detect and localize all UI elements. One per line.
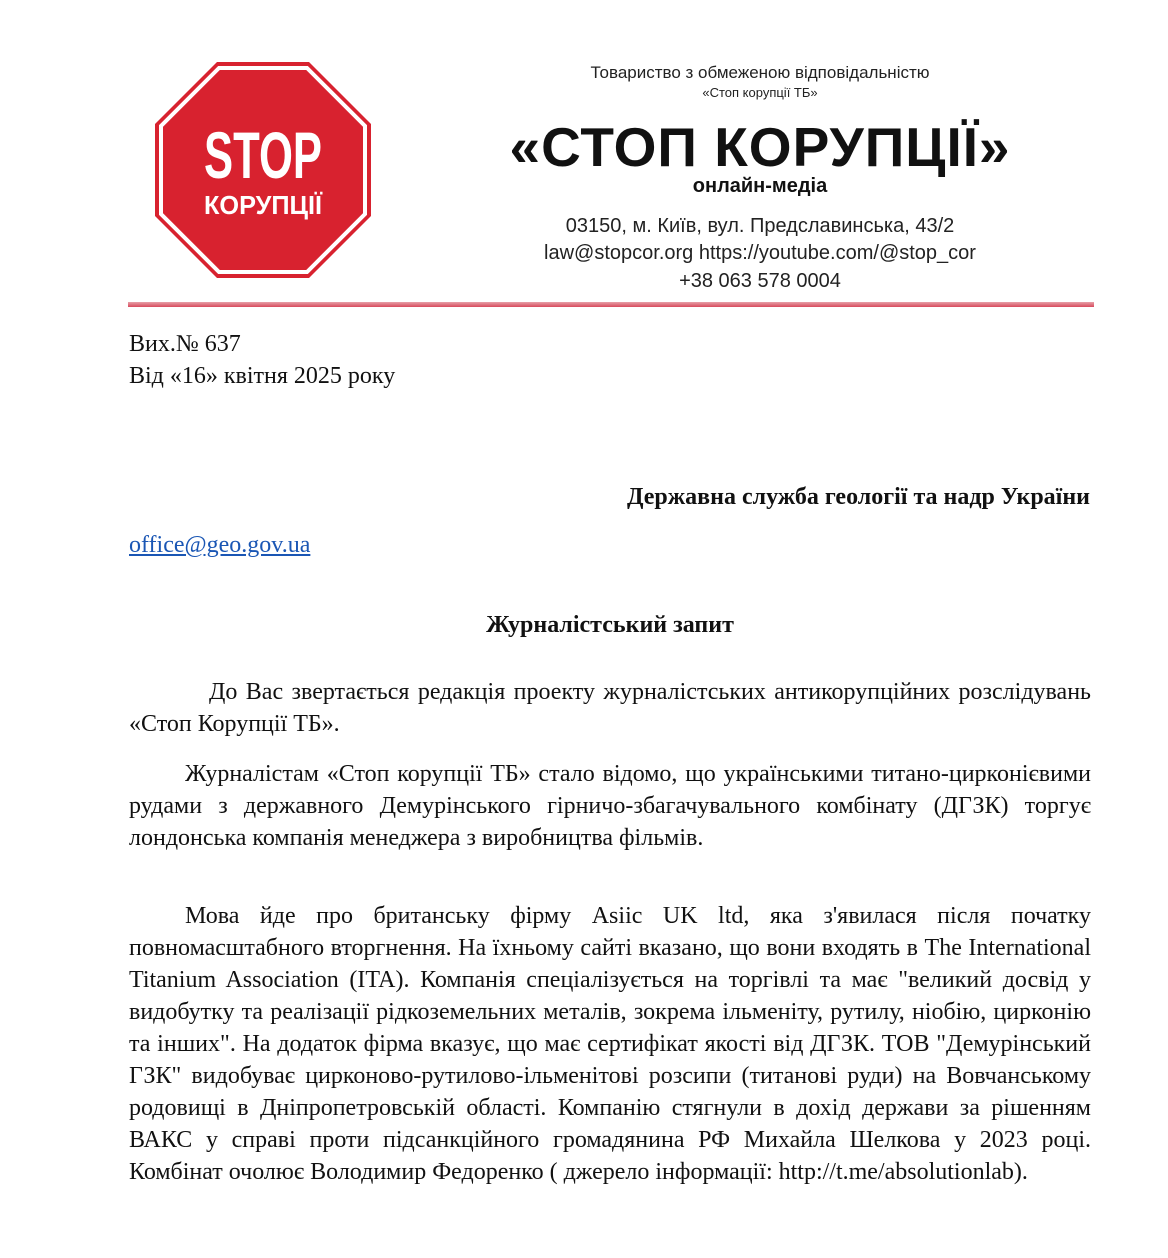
- org-legal-name: «Стоп корупції ТБ»: [702, 85, 818, 100]
- recipient-email-link[interactable]: office@geo.gov.ua: [129, 532, 311, 558]
- org-address: 03150, м. Київ, вул. Предславинська, 43/2: [565, 215, 955, 237]
- org-legal-form: Товариство з обмеженою відповідальністю: [590, 63, 930, 82]
- recipient: Державна служба геології та надр України: [626, 484, 1090, 510]
- stop-corruption-logo: [153, 60, 373, 280]
- corruption-word: КОРУПЦІЇ: [204, 190, 323, 220]
- stop-word: STOP: [204, 118, 322, 192]
- org-phone: +38 063 578 0004: [679, 270, 841, 292]
- org-contacts[interactable]: law@stopcor.org https://youtube.com/@stop_cor: [544, 242, 976, 264]
- paragraph-intro: До Вас звертається редакція проекту журналістських антикорупційних розслідувань «Стоп Корупції ТБ».: [129, 679, 1091, 737]
- outgoing-number: Вих.№ 637: [129, 331, 241, 357]
- paragraph-claim: Журналістам «Стоп корупції ТБ» стало відомо, що українськими титано-цирконієвими рудами з державного Демурінського гірничо-збагачувального комбінату (ДГЗК) торгує лондонська компанія менеджера з виробництва фільмів.: [129, 761, 1091, 851]
- paragraph-details: Мова йде про британську фірму Asiic UK ltd, яка з'явилася після початку повномасштабного вторгнення. На їхньому сайті вказано, що вони входять в The International Titanium Association (ITA). Компанія спеціалізується на торгівлі та має "великий досвід у видобутку та реалізації рідкоземельних металів, зокрема ільменіту, рутилу, ніобію, цирконію та інших". На додаток фірма вказує, що має сертифікат якості від ДГЗК. ТОВ "Демурінський ГЗК" видобуває цирконово-рутилово-ільменітові розсипи (титанові руди) на Вовчанському родовищі в Дніпропетровській області. Компанію стягнули в дохід держави за рішенням ВАКС у справі проти підсанкційного громадянина РФ Михайла Шелкова у 2023 році. Комбінат очолює Володимир Федоренко ( джерело інформації: http://t.me/absolutionlab).: [129, 903, 1091, 1185]
- org-title: «СТОП КОРУПЦІЇ»: [509, 116, 1011, 178]
- header-divider: [128, 302, 1094, 307]
- org-media-label: онлайн-медіа: [692, 175, 828, 197]
- document-heading: Журналістський запит: [486, 612, 734, 638]
- letter-date: Від «16» квітня 2025 року: [129, 363, 396, 389]
